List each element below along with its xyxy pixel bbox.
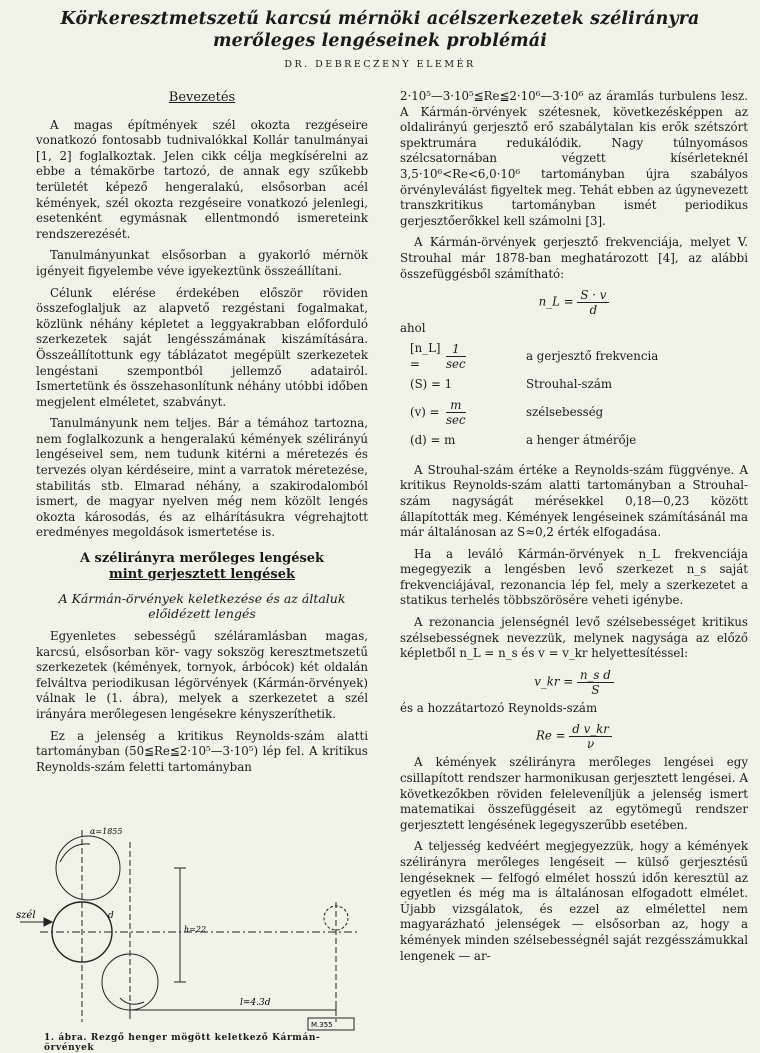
unit-fraction: [446, 398, 466, 427]
definition-row: [410, 427, 748, 455]
unit-den: sec: [446, 413, 466, 428]
article-title: Körkeresztmetszetű karcsú mérnöki acélszerkezetek szélirányra merőleges lengéseinek problémái: [60, 9, 700, 51]
paragraph: Ez a jelenség a kritikus Reynolds-szám alatti tartományban (50≦Re≦2·10⁵—3·10⁵) lép fel. A kritikus Reynolds-szám feletti tartományban: [36, 728, 368, 774]
vortex-arrow-bottom: [120, 998, 144, 1004]
paragraph: Ha a leváló Kármán-örvények n_L frekvenciája megegyezik a lengésben levő szerkezet n_s saját frekvenciájával, rezonancia lép fel, mely a szerkezetet a statikus terhelés többszörösére veheti igénybe.: [400, 546, 748, 608]
subsection-title-line-1: A Kármán-örvények keletkezése és az általuk: [58, 591, 346, 607]
formula-denominator: ν: [587, 737, 595, 752]
paragraph: Tanulmányunk nem teljes. Bár a témához tartozna, nem foglalkozunk a hengeralakú kémények szélirányú lengéseivel sem, nem tudunk kitérni a méretezés és tervezés olyan kérdéseire, mint a varratok méretezése, stabilitás stb. Elmarad néhány, a szakirodalomból ismert, de magyar nyelven még nem közölt lengés okozta károsodás, és az elhárításukra végrehajtott eredményes megoldások ismertetése is.: [36, 416, 368, 540]
dim-angle-label: α=1855: [90, 827, 123, 836]
formula-numerator: d v_kr: [569, 722, 612, 737]
formula-fraction: [577, 668, 614, 697]
formula-lhs: v_kr =: [534, 674, 574, 689]
formula-numerator: S · v: [577, 288, 609, 303]
unit-den: sec: [446, 357, 466, 372]
definition-desc: szélsebesség: [526, 404, 604, 419]
definition-desc: Strouhal-szám: [526, 376, 613, 391]
unit-num: m: [446, 398, 466, 413]
definition-symbol: (S) = 1: [410, 376, 453, 391]
ahol-label: ahol: [400, 321, 426, 336]
karman-vortex-figure: [10, 822, 370, 1032]
paragraph: A rezonancia jelenségnél levő szélsebességet kritikus szélsebességnek nevezzük, melynek nagysága az előző képletből n_L = n_s és v = v_kr helyettesítéssel:: [400, 615, 748, 661]
paragraph: A Kármán-örvények gerjesztő frekvenciája, melyet V. Strouhal már 1878-ban meghatározott [4], az alábbi összefüggésből számítható:: [400, 235, 748, 281]
unit-fraction: [446, 342, 466, 371]
vortex-far: [324, 906, 348, 930]
section-title: [36, 551, 368, 583]
definition-symbol: (d) = m: [410, 432, 456, 447]
section-title-line-1: A szélirányra merőleges lengések: [79, 551, 325, 567]
paragraph: A teljesség kedvéért megjegyezzük, hogy a kémények szélirányra merőleges lengéseit — külső gerjesztésű lengéseknek — felfogó elmélet hosszú időn keresztül az egyetlen és még ma is általánosan elfogadott elmélet. Újabb vizsgálatok, és ezzel az elmélettel nem magyarázható jelenségek — elsősorban az, hogy a kémények minden szélsebességnél saját rezgésszámukkal lengenek — ar-: [400, 839, 748, 963]
dim-d-label: d: [108, 911, 114, 921]
unit-num: 1: [446, 342, 466, 357]
left-column: [36, 82, 368, 781]
paragraph: A magas építmények szél okozta rezgéseire vonatkozó fontosabb tudnivalókkal Kollár tanulmányai [1, 2] foglalkoztak. Jelen cikk célja megkísérelni az ebbe a témakörbe tartozó, de annak egy szűkebb területét képező hengeralakú, elsősorban acél kémények, szél okozta rezgéseire vonatkozó jelenlegi, esetenként egymásnak ellentmondó ismereteink rendszerezését.: [36, 117, 368, 241]
vortex-top: [56, 836, 120, 900]
wind-arrowhead: [44, 918, 52, 926]
definition-row: [410, 371, 748, 399]
paragraph: Tanulmányunkat elsősorban a gyakorló mérnök igényeit figyelembe véve igyekeztünk összeállítani.: [36, 248, 368, 278]
intro-heading: Bevezetés: [168, 90, 236, 105]
strouhal-formula: [400, 288, 748, 317]
dim-h-label: h=22: [184, 925, 207, 934]
subsection-title-line-2: előidézett lengés: [148, 606, 256, 622]
section-title-line-2: mint gerjesztett lengések: [109, 567, 295, 583]
right-column: [400, 89, 748, 970]
paragraph: A kémények szélirányra merőleges lengései egy csillapított rendszer harmonikusan gerjesztett lengései. A következőkben röviden feleleveníljük a jelenség ismert matematikai összefüggéseit az egytömegű rendszer gerjesztett lengésének legegyszerűbb esetében.: [400, 755, 748, 832]
critical-velocity-formula: [400, 668, 748, 697]
paragraph: Célunk elérése érdekében először röviden összefoglaljuk az alapvető rezgéstani fogalmakat, közlünk néhány képletet a leggyakrabban előforduló szerkezetek saját lengésszámának kiszámítására. Összeállítottunk egy táblázatot megépült szerkezetek lengéstani szempontból jellemző adatairól. Ismertetünk és összehasonlítunk néhány utóbbi időben megjelent elméletet, szabványt.: [36, 285, 368, 409]
definition-desc: a gerjesztő frekvencia: [526, 348, 659, 363]
wind-label: szél: [16, 910, 36, 921]
formula-fraction: [577, 288, 609, 317]
definition-table: [410, 343, 748, 455]
definition-symbol: (v) =: [410, 404, 440, 419]
formula-numerator: n_s d: [577, 668, 614, 683]
code-label: M.355: [311, 1021, 333, 1029]
dim-l-label: l=4.3d: [240, 998, 271, 1008]
formula-lhs: Re =: [536, 728, 566, 743]
definition-row: [410, 343, 748, 371]
paragraph: A Strouhal-szám értéke a Reynolds-szám függvénye. A kritikus Reynolds-szám alatti tartományban a Strouhal-szám nagyságát mérésekkel 0,18—0,23 között állapították meg. Kémények lengéseinek számításánál ma már általánosan az S≈0,2 érték elfogadása.: [400, 462, 748, 540]
author-line: DR. DEBRECZENY ELEMÉR: [284, 59, 476, 70]
subsection-title: [36, 591, 368, 621]
formula-denominator: d: [589, 303, 598, 318]
paragraph: és a hozzátartozó Reynolds-szám: [400, 700, 598, 715]
formula-fraction: [569, 722, 612, 751]
paragraph: 2·10⁵—3·10⁵≦Re≦2·10⁶—3·10⁶ az áramlás turbulens lesz. A Kármán-örvények szétesnek, következésképpen az oldalirányú gerjesztő erő szabálytalan kis erők szétszórt spektrumára redukálódik. Nagy túlnyomásos szélcsatornában végzett kísérleteknél 3,5·10⁶<Re<6,0·10⁶ tartományban újra szabályos örvényleválást figyeltek meg. Tehát ebben az úgynevezett transzkritikus tartományban ismét periodikus gerjesztőerőkkel kell számolni [3].: [400, 89, 748, 228]
figure-caption: 1. ábra. Rezgő henger mögött keletkező Kármán-örvények: [44, 1033, 321, 1053]
formula-lhs: n_L =: [538, 294, 574, 309]
reynolds-formula: [400, 722, 748, 751]
formula-denominator: S: [591, 682, 600, 697]
definition-row: [410, 399, 748, 427]
definition-desc: a henger átmérője: [526, 432, 637, 447]
paragraph: Egyenletes sebességű széláramlásban magas, karcsú, elsősorban kör- vagy sokszög keresztmetszetű szerkezetek (kémények, tornyok, árbócok) két oldalán felváltva periodikusan légörvények (Kármán-örvények) válnak le (1. ábra), melyek a szerkezetet a szél irányára merőlegesen lengésekre kényszeríthetik.: [36, 629, 368, 721]
definition-symbol: [n_L] =: [410, 341, 441, 371]
